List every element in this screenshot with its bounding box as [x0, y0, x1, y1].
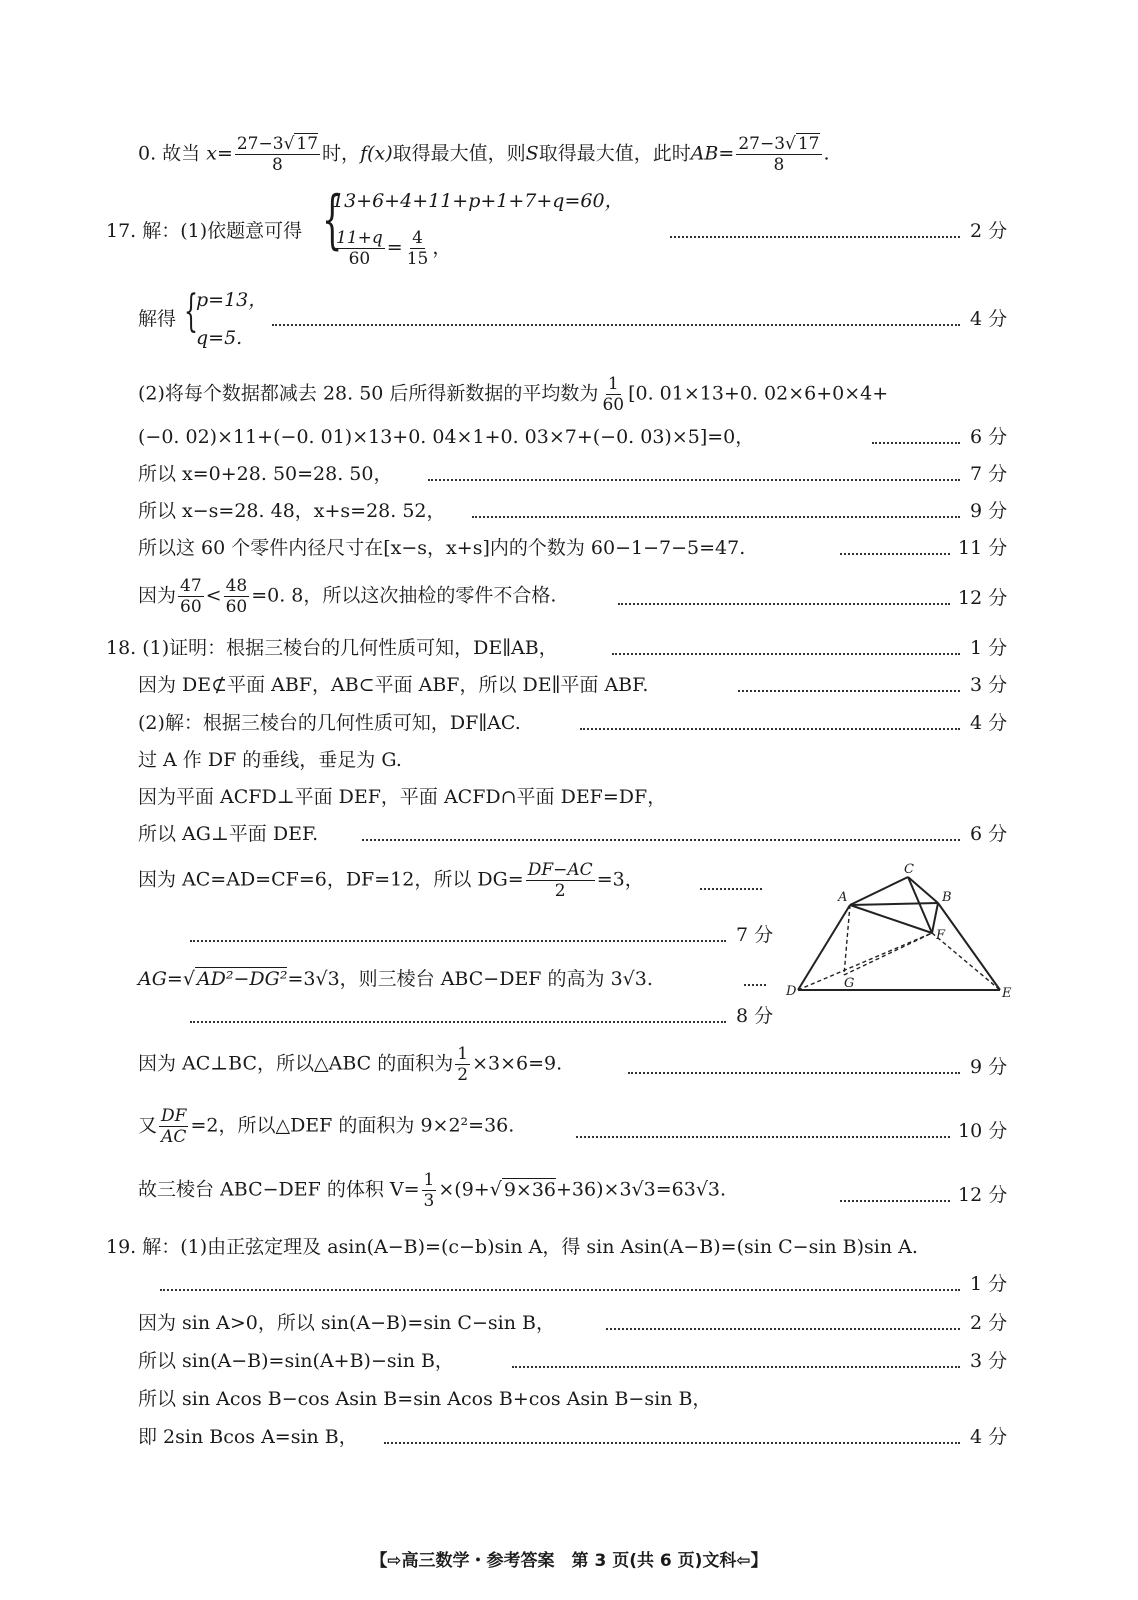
text: 因为 [138, 584, 177, 607]
leader [580, 728, 960, 730]
comma: ， [432, 236, 452, 259]
score: 6 分 [970, 823, 1008, 845]
denominator: 60 [180, 597, 202, 617]
root: 17 [296, 134, 319, 154]
q5: q=5. [196, 327, 243, 349]
text: 又 [138, 1114, 158, 1137]
numerator: 47 [180, 576, 202, 596]
leader [840, 1200, 950, 1202]
label-a: A [838, 890, 848, 905]
root: 17 [797, 134, 820, 154]
text: +36)×3√3=63√3. [556, 1178, 727, 1201]
q19e: 即 2sin Bcos A=sin B， [138, 1426, 358, 1448]
text: =2，所以△DEF 的面积为 9×2²=36. [190, 1114, 515, 1137]
denominator: 15 [406, 249, 429, 269]
label-d: D [786, 984, 797, 999]
denominator: 3 [423, 1191, 435, 1211]
text: =3， [596, 868, 644, 891]
solve-label: 解得 [138, 308, 177, 330]
numerator: DF−AC [527, 860, 593, 880]
eq: = [718, 142, 735, 165]
score: 6 分 [970, 426, 1008, 448]
leader [512, 1366, 960, 1368]
score: 4 分 [970, 308, 1008, 330]
numerator: 4 [412, 228, 423, 248]
leader [384, 1442, 960, 1444]
line-0 [138, 134, 830, 175]
score: 9 分 [970, 1056, 1008, 1078]
p4: 所以 x−s=28. 48，x+s=28. 52， [138, 500, 446, 522]
denominator: 8 [773, 155, 785, 175]
fraction [224, 576, 250, 617]
numerator: 11+q [336, 228, 383, 248]
leader [428, 479, 960, 481]
label-f: F [936, 928, 946, 943]
text: AG= [138, 968, 183, 990]
p2c: (−0. 02)×11+(−0. 01)×13+0. 04×1+0. 03×7+(−0. 03)×5]=0， [138, 426, 755, 448]
label-b: B [942, 890, 952, 905]
q18i [138, 1044, 562, 1088]
leader [670, 236, 960, 238]
denominator: 8 [272, 155, 283, 175]
score: 8 分 [736, 1005, 774, 1027]
denominator: 2 [457, 1065, 469, 1085]
fraction [600, 374, 626, 415]
leader [190, 1021, 726, 1023]
denominator: AC [161, 1127, 187, 1147]
leader [272, 324, 960, 326]
score: 4 分 [970, 1426, 1008, 1448]
label-g: G [844, 976, 855, 991]
eq: = [216, 142, 233, 165]
fraction: $\frac{27-3√ 17}{8}$ [738, 134, 820, 175]
text: 取得最大值，则 [392, 142, 526, 165]
root: AD²−DG² [196, 968, 288, 990]
q18a: 18. (1)证明：根据三棱台的几何性质可知，DE∥AB， [106, 637, 558, 659]
denominator: 60 [348, 249, 371, 269]
fraction: $\frac{27-3√ 17}{8}$ [236, 134, 319, 175]
frustum-figure [780, 855, 1020, 1005]
score: 7 分 [736, 924, 774, 946]
label-c: C [904, 862, 914, 877]
numerator: 48 [225, 576, 248, 596]
text: 0. 故当 [138, 142, 201, 165]
brace: { [184, 286, 198, 337]
lt: < [205, 584, 222, 607]
label-e: E [1002, 986, 1012, 1001]
score: 2 分 [970, 220, 1008, 242]
text: 因为 AC=AD=CF=6，DF=12，所以 DG= [138, 868, 524, 891]
leader [472, 516, 960, 518]
text: 取得最大值，此时 [538, 142, 691, 165]
q18b: 因为 DE⊄平面 ABF，AB⊂平面 ABF，所以 DE∥平面 ABF. [138, 674, 649, 696]
fraction [159, 1106, 188, 1147]
score: 4 分 [970, 712, 1008, 734]
page-footer: 【⇨高三数学・参考答案 第 3 页(共 6 页)文科⇦】 [370, 1551, 768, 1571]
period: . [823, 142, 830, 165]
leader [744, 984, 766, 986]
score: 10 分 [958, 1120, 1008, 1142]
q18e: 因为平面 ACFD⊥平面 DEF，平面 ACFD∩平面 DEF=DF， [138, 786, 667, 808]
q18c: (2)解：根据三棱台的几何性质可知，DF∥AC. [138, 712, 521, 734]
leader [618, 603, 950, 605]
brace: { [322, 183, 343, 257]
text: 时， [322, 142, 361, 165]
text: 因为 AC⊥BC，所以△ABC 的面积为 [138, 1052, 454, 1075]
q19a: 19. 解：(1)由正弦定理及 asin(A−B)=(c−b)sin A，得 sin Asin(A−B)=(sin C−sin B)sin A. [106, 1236, 918, 1258]
text: ×(9+ [438, 1178, 490, 1201]
leader [190, 940, 726, 942]
score: 12 分 [958, 587, 1008, 609]
var-x: x [206, 142, 217, 165]
q18k: 故三棱台 ABC−DEF 的体积 V= $\frac{1}{3}$ ×(9+√ 9×36+36)×3√3=63√3. [138, 1170, 727, 1211]
numerator: DF [161, 1106, 187, 1126]
root: 9×36 [503, 1178, 557, 1201]
p2-line [138, 374, 888, 418]
score: 3 分 [970, 674, 1008, 696]
q17-eq2 [332, 228, 451, 272]
fraction [455, 1044, 470, 1085]
leader [840, 553, 950, 555]
q17-head: 17. 解：(1)依题意可得 [106, 220, 303, 242]
leader [738, 690, 960, 692]
q18h: AG=√ AD²−DG²=3√3，则三棱台 ABC−DEF 的高为 3√3. [138, 968, 653, 990]
var-s: S [525, 142, 539, 165]
text: 故三棱台 ABC−DEF 的体积 V= [138, 1178, 420, 1201]
leader [362, 839, 960, 841]
fraction [178, 576, 204, 617]
denominator: 2 [554, 881, 566, 901]
q18g [138, 860, 644, 904]
leader [872, 442, 960, 444]
text: =3√3，则三棱台 ABC−DEF 的高为 3√3. [287, 968, 653, 990]
q19d: 所以 sin Acos B−cos Asin B=sin Acos B+cos Asin B−sin B， [138, 1388, 712, 1410]
numerator: 27−3 [236, 134, 284, 154]
score: 11 分 [958, 537, 1008, 559]
q18j [138, 1106, 514, 1150]
denominator: 60 [602, 395, 625, 415]
text: [0. 01×13+0. 02×6+0×4+ [628, 382, 889, 405]
fraction [526, 860, 595, 901]
text: ×3×6=9. [472, 1052, 563, 1075]
q18f: 所以 AG⊥平面 DEF. [138, 823, 319, 845]
p5: 所以这 60 个零件内径尺寸在[x−s，x+s]内的个数为 60−1−7−5=47. [138, 537, 746, 559]
numerator: 27−3 [738, 134, 786, 154]
leader [576, 1136, 950, 1138]
fraction [334, 228, 385, 269]
leader [612, 653, 960, 655]
q19c: 所以 sin(A−B)=sin(A+B)−sin B， [138, 1350, 454, 1372]
score: 3 分 [970, 1350, 1008, 1372]
score: 7 分 [970, 463, 1008, 485]
q18d: 过 A 作 DF 的垂线，垂足为 G. [138, 749, 402, 771]
score: 1 分 [970, 1273, 1008, 1295]
score: 12 分 [958, 1184, 1008, 1206]
q17-eq1: 13+6+4+11+p+1+7+q=60， [332, 190, 624, 212]
denominator: 60 [225, 597, 248, 617]
fx: f(x) [360, 142, 393, 165]
leader [606, 1328, 960, 1330]
numerator: 1 [457, 1044, 469, 1064]
p6 [138, 576, 556, 620]
leader [628, 1072, 960, 1074]
fraction [405, 228, 431, 269]
var-ab: AB [690, 142, 719, 165]
numerator: 1 [607, 374, 619, 394]
fraction [422, 1170, 437, 1211]
score: 1 分 [970, 637, 1008, 659]
text: (2)将每个数据都减去 28. 50 后所得新数据的平均数为 [138, 382, 599, 405]
eq: = [386, 236, 403, 259]
text: =0. 8，所以这次抽检的零件不合格. [251, 584, 557, 607]
score: 9 分 [970, 500, 1008, 522]
p3: 所以 x=0+28. 50=28. 50， [138, 463, 393, 485]
p13: p=13， [196, 289, 268, 311]
q19b: 因为 sin A>0，所以 sin(A−B)=sin C−sin B， [138, 1312, 555, 1334]
leader [700, 888, 762, 890]
leader [160, 1289, 960, 1291]
numerator: 1 [423, 1170, 435, 1190]
score: 2 分 [970, 1312, 1008, 1334]
